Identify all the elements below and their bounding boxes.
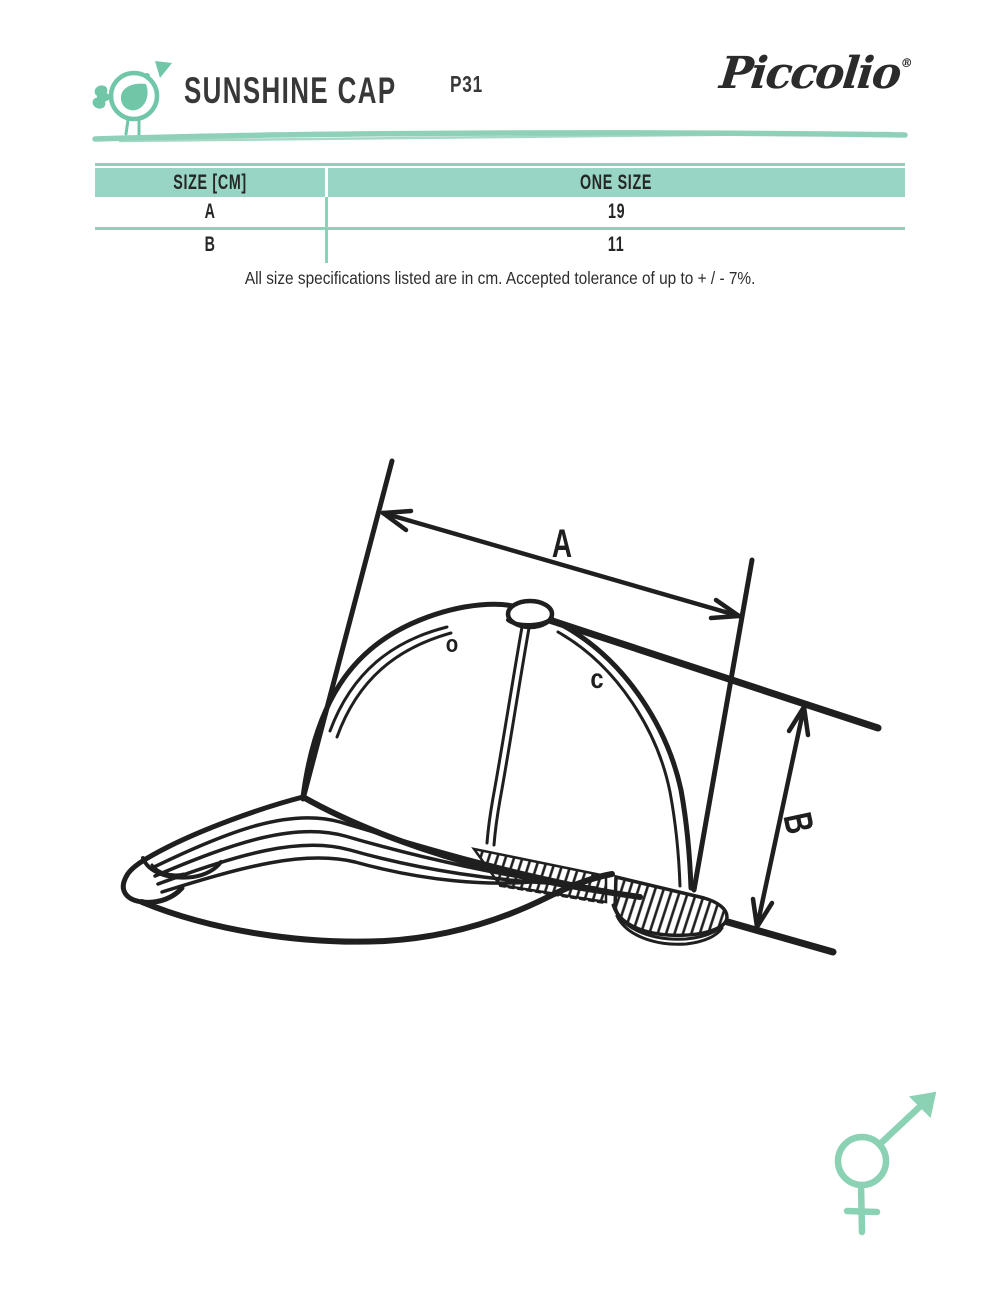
table-header-size: SIZE [CM] — [173, 171, 247, 194]
product-code: P31 — [449, 71, 483, 97]
bird-icon — [91, 61, 172, 135]
eyelet-mark: o — [445, 630, 459, 658]
divider-stroke — [95, 133, 905, 141]
row-b-label: B — [204, 233, 216, 256]
dimension-b-label: B — [774, 808, 822, 838]
product-name: SUNSHINE CAP — [184, 70, 397, 111]
vent-mark: c — [590, 662, 604, 695]
row-b-value: 11 — [608, 233, 625, 256]
registered-mark: ® — [900, 56, 912, 70]
row-a-value: 19 — [607, 200, 626, 223]
brand-name-text: Piccolio® — [717, 48, 912, 99]
unisex-gender-icon — [838, 1093, 935, 1232]
row-a-label: A — [204, 200, 216, 223]
cap-drawing — [123, 461, 878, 952]
tolerance-note: All size specifications listed are in cm. Accepted tolerance of up to + / - 7%. — [244, 268, 756, 288]
dimension-a-label: A — [551, 522, 573, 567]
table-header-onesize: ONE SIZE — [580, 171, 653, 194]
